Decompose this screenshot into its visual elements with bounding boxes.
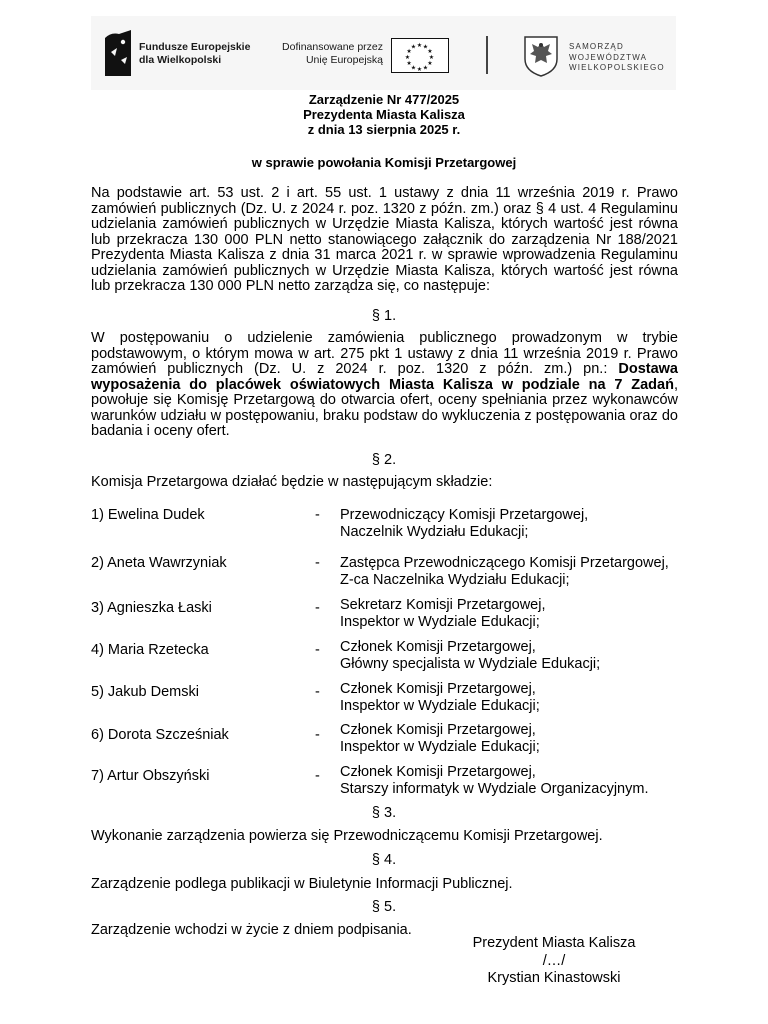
fe-line-2: dla Wielkopolski bbox=[139, 54, 222, 66]
member-role bbox=[340, 597, 546, 631]
signature-mark: /…/ bbox=[542, 952, 566, 969]
logo-divider bbox=[486, 36, 488, 74]
svg-text:★: ★ bbox=[410, 43, 417, 51]
member-name: 5) Jakub Demski bbox=[91, 684, 199, 700]
member-role-line-1: Członek Komisji Przetargowej, bbox=[340, 722, 536, 738]
member-role-line-2: Naczelnik Wydziału Edukacji; bbox=[340, 524, 529, 540]
member-dash: - bbox=[315, 555, 320, 571]
fe-line-1: Fundusze Europejskie bbox=[139, 41, 251, 53]
member-role-line-1: Członek Komisji Przetargowej, bbox=[340, 639, 536, 655]
member-role-line-2: Z-ca Naczelnika Wydziału Edukacji; bbox=[340, 572, 570, 588]
svg-text:★: ★ bbox=[404, 54, 411, 61]
member-dash: - bbox=[315, 684, 320, 700]
svg-text:★: ★ bbox=[416, 66, 423, 71]
svg-text:★: ★ bbox=[416, 42, 423, 49]
member-role-line-2: Starszy informatyk w Wydziale Organizacyjnym. bbox=[340, 781, 649, 797]
member-role-line-1: Członek Komisji Przetargowej, bbox=[340, 681, 536, 697]
member-role-line-2: Inspektor w Wydziale Edukacji; bbox=[340, 614, 540, 630]
member-dash: - bbox=[315, 727, 320, 743]
svg-text:★: ★ bbox=[410, 64, 417, 71]
section-4-text: Zarządzenie podlega publikacji w Biuletynie Informacji Publicznej. bbox=[91, 876, 513, 892]
signature-name: Krystian Kinastowski bbox=[487, 970, 621, 986]
svg-text:★: ★ bbox=[422, 64, 429, 71]
sw-line-1: SAMORZĄD bbox=[569, 42, 624, 51]
section-1-text-a: W postępowaniu o udzielenie zamówienia publicznego prowadzonym w trybie podstawowym, o którym mowa w art. 275 pkt 1 ustawy z dnia 11 września 2019 r. Prawo zamówień publicznych (Dz. U. z 2024 r. poz. 1320 z późn. zm.) pn.: bbox=[91, 330, 678, 377]
svg-text:★: ★ bbox=[427, 48, 433, 55]
member-role-line-2: Inspektor w Wydziale Edukacji; bbox=[340, 739, 540, 755]
section-1-paragraph bbox=[91, 331, 678, 440]
member-role bbox=[340, 722, 540, 756]
document-subject: w sprawie powołania Komisji Przetargowej bbox=[251, 155, 517, 170]
signature-block bbox=[468, 935, 640, 988]
ue-line-1: Dofinansowane przez bbox=[282, 41, 383, 53]
member-role bbox=[340, 681, 540, 715]
samorzad-logo-text bbox=[569, 42, 665, 74]
svg-text:★: ★ bbox=[406, 48, 412, 55]
section-5-text: Zarządzenie wchodzi w życie z dniem podpisania. bbox=[91, 922, 412, 938]
ue-logo-text bbox=[271, 41, 383, 67]
svg-text:★: ★ bbox=[428, 54, 435, 61]
eu-flag-icon bbox=[391, 38, 449, 73]
member-name: 7) Artur Obszyński bbox=[91, 768, 210, 784]
title-line-3: z dnia 13 sierpnia 2025 r. bbox=[307, 122, 461, 137]
member-name: 4) Maria Rzetecka bbox=[91, 642, 209, 658]
section-2-mark: § 2. bbox=[371, 452, 397, 468]
section-1-mark: § 1. bbox=[371, 308, 397, 324]
section-4-mark: § 4. bbox=[371, 852, 397, 868]
member-role bbox=[340, 507, 588, 541]
member-role-line-2: Inspektor w Wydziale Edukacji; bbox=[340, 698, 540, 714]
member-role-line-1: Członek Komisji Przetargowej, bbox=[340, 764, 536, 780]
document-title bbox=[0, 92, 768, 137]
member-name: 1) Ewelina Dudek bbox=[91, 507, 205, 523]
member-role-line-1: Przewodniczący Komisji Przetargowej, bbox=[340, 507, 589, 523]
member-role-line-1: Sekretarz Komisji Przetargowej, bbox=[340, 597, 546, 613]
member-role bbox=[340, 555, 669, 589]
fe-logo-text bbox=[139, 41, 250, 67]
ue-line-2: Unię Europejską bbox=[305, 54, 383, 66]
member-role-line-2: Główny specjalista w Wydziale Edukacji; bbox=[340, 656, 601, 672]
wielkopolska-eagle-crest-icon bbox=[523, 35, 559, 77]
member-role-line-1: Zastępca Przewodniczącego Komisji Przetargowej, bbox=[340, 555, 669, 571]
member-name: 6) Dorota Szcześniak bbox=[91, 727, 229, 743]
sw-line-2: WOJEWÓDZTWA bbox=[569, 52, 648, 62]
member-dash: - bbox=[315, 600, 320, 616]
member-role bbox=[340, 764, 648, 798]
logo-header bbox=[91, 16, 676, 90]
fundusze-europejskie-logo-icon bbox=[105, 30, 131, 76]
title-line-2: Prezydenta Miasta Kalisza bbox=[303, 107, 465, 122]
member-dash: - bbox=[315, 768, 320, 784]
section-1-procurement-name: Dostawa wyposażenia do placówek oświatowych Miasta Kalisza w podziale na 7 Zadań bbox=[91, 361, 678, 393]
member-role bbox=[340, 639, 600, 673]
preamble-paragraph: Na podstawie art. 53 ust. 2 i art. 55 ust. 1 ustawy z dnia 11 września 2019 r. Prawo zamówień publicznych (Dz. U. z 2024 r. poz. 1320 z późn. zm.) oraz § 4 ust. 4 Regulaminu udzielania zamówień publicznych w Urzędzie Miasta Kalisza, których wartość jest równa lub przekracza 130 000 PLN netto stanowiącego załącznik do zarządzenia Nr 188/2021 Prezydenta Miasta Kalisza z dnia 31 marca 2021 r. w sprawie wprowadzenia Regulaminu udzielania zamówień publicznych w Urzędzie Miasta Kalisza, których wartość jest równa lub przekracza 130 000 PLN netto zarządza się, co następuje: bbox=[91, 185, 678, 294]
title-line-1: Zarządzenie Nr 477/2025 bbox=[308, 92, 460, 107]
svg-text:★: ★ bbox=[422, 43, 429, 51]
member-dash: - bbox=[315, 507, 320, 523]
member-dash: - bbox=[315, 642, 320, 658]
member-name: 2) Aneta Wawrzyniak bbox=[91, 555, 227, 571]
sw-line-3: WIELKOPOLSKIEGO bbox=[569, 63, 665, 72]
signature-title: Prezydent Miasta Kalisza bbox=[472, 935, 636, 951]
svg-text:★: ★ bbox=[406, 60, 412, 67]
member-name: 3) Agnieszka Łaski bbox=[91, 600, 212, 616]
section-2-intro: Komisja Przetargowa działać będzie w następującym składzie: bbox=[91, 474, 493, 490]
section-5-mark: § 5. bbox=[371, 899, 397, 915]
section-3-mark: § 3. bbox=[371, 805, 397, 821]
section-1-text-b: , powołuje się Komisję Przetargową do otwarcia ofert, oceny spełniania przez wykonawców warunków udziału w postępowaniu, braku podstaw do wykluczenia z postępowania oraz do badania i oceny ofert. bbox=[91, 376, 678, 439]
svg-text:★: ★ bbox=[427, 60, 433, 67]
section-3-text: Wykonanie zarządzenia powierza się Przewodniczącemu Komisji Przetargowej. bbox=[91, 828, 603, 844]
